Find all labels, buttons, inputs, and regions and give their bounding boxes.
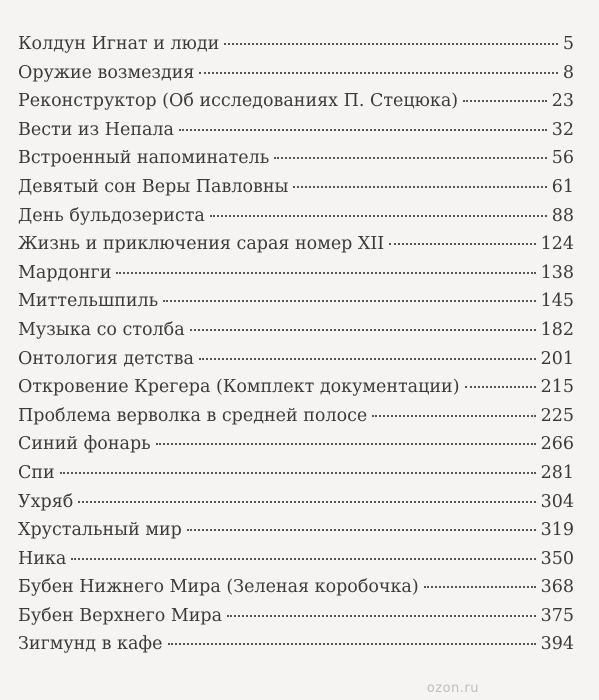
entry-page: 61 [551,176,574,197]
toc-entry [18,459,574,488]
toc-entry [18,516,574,545]
entry-title: Реконструктор (Об исследованиях П. Стецюка) [18,91,459,112]
toc-entry [18,173,574,202]
dot-leader [372,415,535,417]
entry-title: Жизнь и приключения сарая номер XII [18,234,385,255]
entry-page: 182 [540,319,574,340]
toc-entry [18,230,574,259]
entry-page: 138 [540,262,574,283]
entry-page: 201 [540,348,574,369]
dot-leader [199,72,557,74]
entry-page: 88 [551,205,574,226]
entry-title: День бульдозериста [18,205,205,226]
entry-title: Синий фонарь [18,434,151,455]
entry-title: Колдун Игнат и люди [18,34,220,54]
dot-leader [465,386,536,388]
entry-title: Онтология детства [18,348,194,369]
toc-entry [18,573,574,602]
dot-leader [78,501,535,503]
dot-leader [163,300,535,302]
dot-leader [187,529,536,531]
toc-entry [18,287,574,316]
toc-entry [18,59,574,88]
toc-entry [18,430,574,459]
entry-page: 124 [540,234,574,255]
entry-page: 23 [551,91,574,112]
toc-entry [18,144,574,173]
dot-leader [389,243,535,245]
entry-page: 8 [562,62,574,83]
toc-entry [18,30,574,59]
toc-entry [18,630,574,659]
dot-leader [60,472,536,474]
entry-page: 319 [540,520,574,541]
dot-leader [168,643,536,645]
dot-leader [210,215,547,217]
dot-leader [156,443,536,445]
entry-title: Проблема верволка в средней полосе [18,405,368,426]
entry-page: 375 [540,605,574,626]
entry-title: Оружие возмездия [18,62,195,83]
entry-page: 394 [540,634,574,655]
entry-page: 32 [551,119,574,140]
entry-title: Встроенный напоминатель [18,148,270,169]
entry-page: 225 [540,405,574,426]
entry-title: Ухряб [18,491,74,512]
toc-entry [18,602,574,631]
entry-title: Мардонги [18,262,112,283]
entry-page: 5 [562,34,574,54]
entry-page: 56 [551,148,574,169]
dot-leader [424,586,536,588]
dot-leader [274,157,546,159]
entry-title: Миттельшпиль [18,291,159,312]
entry-title: Девятый сон Веры Павловны [18,176,289,197]
entry-title: Хрустальный мир [18,520,182,541]
entry-title: Откровение Крегера (Комплект документации) [18,377,460,398]
entry-title: Вести из Непала [18,119,174,140]
dot-leader [190,329,536,331]
toc-entry [18,259,574,288]
toc-entry [18,545,574,574]
entry-page: 266 [540,434,574,455]
toc-entry [18,345,574,374]
entry-page: 304 [540,491,574,512]
entry-title: Бубен Верхнего Мира [18,605,223,626]
dot-leader [116,272,535,274]
toc-entry [18,316,574,345]
dot-leader [179,129,547,131]
entry-title: Бубен Нижнего Мира (Зеленая коробочка) [18,577,419,598]
dot-leader [71,558,535,560]
dot-leader [199,358,536,360]
entry-title: Ника [18,548,67,569]
toc-entry [18,87,574,116]
entry-page: 350 [540,548,574,569]
entry-title: Спи [18,462,55,483]
dot-leader [293,186,546,188]
dot-leader [227,615,536,617]
dot-leader [463,100,547,102]
dot-leader [224,43,558,45]
toc-entry [18,402,574,431]
toc-entry [18,202,574,231]
entry-page: 281 [540,462,574,483]
watermark: ozon.ru [426,681,479,696]
entry-page: 215 [540,377,574,398]
entry-page: 145 [540,291,574,312]
table-of-contents [18,30,574,659]
entry-page: 368 [540,577,574,598]
toc-entry [18,488,574,517]
toc-entry [18,116,574,145]
entry-title: Музыка со столба [18,319,185,340]
entry-title: Зигмунд в кафе [18,634,163,655]
toc-entry [18,373,574,402]
